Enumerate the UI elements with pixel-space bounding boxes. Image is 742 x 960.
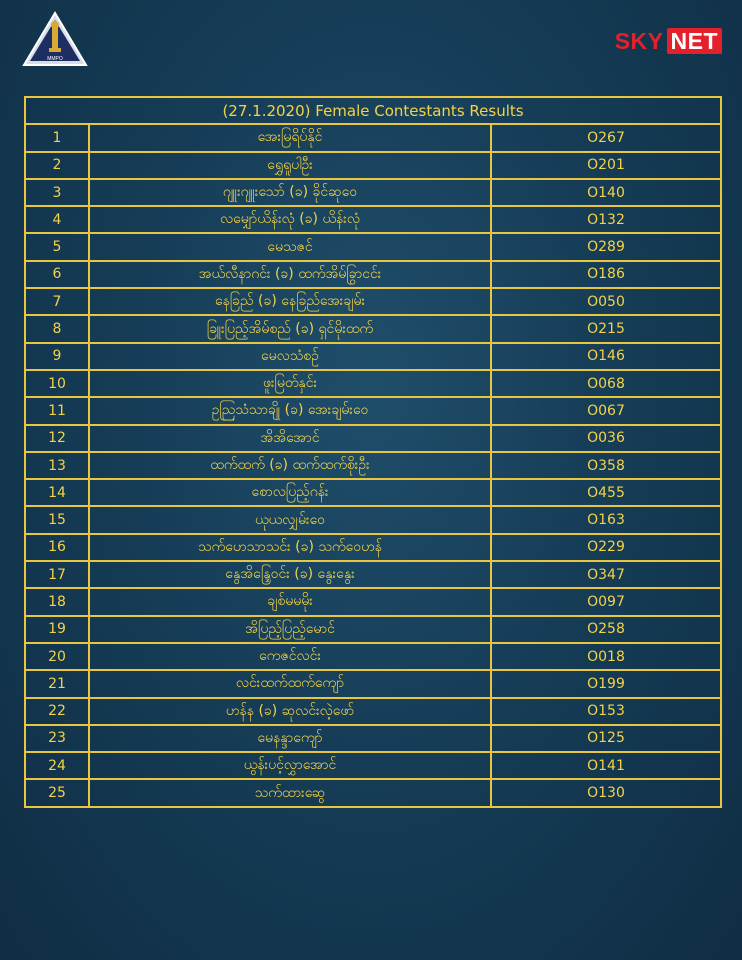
contestant-name: ထက်ထက် (ခ) ထက်ထက်စိုးဦး bbox=[89, 452, 491, 479]
contestant-code: O018 bbox=[491, 643, 721, 670]
table-row bbox=[25, 288, 721, 315]
row-number: 10 bbox=[25, 370, 89, 397]
row-number: 11 bbox=[25, 397, 89, 424]
contestant-name: ယုယလျှမ်းဝေ bbox=[89, 506, 491, 533]
contestant-name: အယ်လီနာဂင်း (ခ) ထက်အိမ်ခြွာငင်း bbox=[89, 261, 491, 288]
contestant-code: O347 bbox=[491, 561, 721, 588]
contestant-code: O097 bbox=[491, 588, 721, 615]
table-row bbox=[25, 152, 721, 179]
table-row bbox=[25, 561, 721, 588]
contestant-name: အေးမြရိပ်နိုင် bbox=[89, 124, 491, 151]
contestant-name: ဥညြသံသာချို (ခ) အေးချမ်းဝေ bbox=[89, 397, 491, 424]
brand-sky: SKY bbox=[614, 28, 664, 54]
row-number: 24 bbox=[25, 752, 89, 779]
contestant-code: O068 bbox=[491, 370, 721, 397]
contestant-name: အိပြည့်ပြည့်မောင် bbox=[89, 616, 491, 643]
contestant-code: O163 bbox=[491, 506, 721, 533]
contestant-code: O358 bbox=[491, 452, 721, 479]
contestant-name: စောလပြည့်ဂန်း bbox=[89, 479, 491, 506]
row-number: 5 bbox=[25, 233, 89, 260]
table-row bbox=[25, 343, 721, 370]
logo-text: MMPO bbox=[47, 56, 63, 62]
contestant-name: နွေအိန္ဒြေဝင်း (ခ) နွေးနွေး bbox=[89, 561, 491, 588]
contestant-code: O140 bbox=[491, 179, 721, 206]
contestant-code: O146 bbox=[491, 343, 721, 370]
contestant-name: ချစ်မမမိုး bbox=[89, 588, 491, 615]
contestant-code: O258 bbox=[491, 616, 721, 643]
table-row bbox=[25, 643, 721, 670]
row-number: 3 bbox=[25, 179, 89, 206]
contestant-name: ယွန်းပင့်လွှာအောင် bbox=[89, 752, 491, 779]
row-number: 23 bbox=[25, 725, 89, 752]
row-number: 12 bbox=[25, 425, 89, 452]
table-row bbox=[25, 370, 721, 397]
contestant-name: မေလသံစဉ် bbox=[89, 343, 491, 370]
row-number: 17 bbox=[25, 561, 89, 588]
table-row bbox=[25, 124, 721, 151]
table-row bbox=[25, 179, 721, 206]
row-number: 9 bbox=[25, 343, 89, 370]
contestant-name: အိအိအောင် bbox=[89, 425, 491, 452]
brand-net: NET bbox=[667, 28, 723, 54]
contestant-code: O201 bbox=[491, 152, 721, 179]
row-number: 21 bbox=[25, 670, 89, 697]
contestant-code: O132 bbox=[491, 206, 721, 233]
contestant-code: O267 bbox=[491, 124, 721, 151]
contestant-code: O036 bbox=[491, 425, 721, 452]
mmpo-trophy-logo-icon bbox=[20, 10, 90, 72]
contestant-code: O229 bbox=[491, 534, 721, 561]
contestant-name: ကေဇင်လင်း bbox=[89, 643, 491, 670]
contestant-code: O141 bbox=[491, 752, 721, 779]
table-row bbox=[25, 425, 721, 452]
contestant-name: နေခြည် (ခ) နေခြည်အေးချမ်း bbox=[89, 288, 491, 315]
contestant-name: သက်ဟေသာသင်း (ခ) သက်ဝေဟန် bbox=[89, 534, 491, 561]
table-row bbox=[25, 206, 721, 233]
contestant-code: O050 bbox=[491, 288, 721, 315]
contestant-code: O067 bbox=[491, 397, 721, 424]
table-row bbox=[25, 534, 721, 561]
table-row bbox=[25, 315, 721, 342]
contestant-code: O186 bbox=[491, 261, 721, 288]
row-number: 1 bbox=[25, 124, 89, 151]
table-row bbox=[25, 779, 721, 806]
table-body bbox=[25, 124, 721, 806]
row-number: 6 bbox=[25, 261, 89, 288]
skynet-logo bbox=[615, 28, 722, 55]
table-row bbox=[25, 397, 721, 424]
contestant-name: ဂျူးဂျူးသော် (ခ) ခိုင်ဆုဝေ bbox=[89, 179, 491, 206]
contestant-code: O199 bbox=[491, 670, 721, 697]
table-row bbox=[25, 506, 721, 533]
contestant-code: O125 bbox=[491, 725, 721, 752]
table-row bbox=[25, 698, 721, 725]
table-row bbox=[25, 261, 721, 288]
contestant-code: O130 bbox=[491, 779, 721, 806]
table-title: (27.1.2020) Female Contestants Results bbox=[25, 97, 721, 124]
table-row bbox=[25, 616, 721, 643]
row-number: 22 bbox=[25, 698, 89, 725]
contestant-name: မေသဇင် bbox=[89, 233, 491, 260]
table-row bbox=[25, 752, 721, 779]
contestant-name: သက်ထားဆွေ bbox=[89, 779, 491, 806]
contestant-name: ဖူးမြတ်နှင်း bbox=[89, 370, 491, 397]
contestant-code: O289 bbox=[491, 233, 721, 260]
contestant-name: မေနန္ဒာကျော် bbox=[89, 725, 491, 752]
row-number: 14 bbox=[25, 479, 89, 506]
contestant-name: ခြူးပြည့်အိမ်စည် (ခ) ရှင်မိုးထက် bbox=[89, 315, 491, 342]
row-number: 8 bbox=[25, 315, 89, 342]
row-number: 16 bbox=[25, 534, 89, 561]
results-table bbox=[24, 96, 722, 808]
table-title-row bbox=[25, 97, 721, 124]
row-number: 19 bbox=[25, 616, 89, 643]
table-row bbox=[25, 479, 721, 506]
contestant-name: ဟန်န (ခ) ဆုလင်းလဲ့ဖော် bbox=[89, 698, 491, 725]
row-number: 20 bbox=[25, 643, 89, 670]
row-number: 13 bbox=[25, 452, 89, 479]
contestant-code: O153 bbox=[491, 698, 721, 725]
row-number: 15 bbox=[25, 506, 89, 533]
table-row bbox=[25, 725, 721, 752]
contestant-code: O455 bbox=[491, 479, 721, 506]
table-row bbox=[25, 452, 721, 479]
row-number: 4 bbox=[25, 206, 89, 233]
row-number: 2 bbox=[25, 152, 89, 179]
row-number: 25 bbox=[25, 779, 89, 806]
contestant-name: ရွှေရူပါဦး bbox=[89, 152, 491, 179]
contestant-name: လမျှော်ယိန်းလုံ (ခ) ယိန်းလုံ bbox=[89, 206, 491, 233]
contestant-code: O215 bbox=[491, 315, 721, 342]
row-number: 7 bbox=[25, 288, 89, 315]
row-number: 18 bbox=[25, 588, 89, 615]
table-row bbox=[25, 670, 721, 697]
table-row bbox=[25, 233, 721, 260]
contestant-name: လင်းထက်ထက်ကျော် bbox=[89, 670, 491, 697]
table-row bbox=[25, 588, 721, 615]
